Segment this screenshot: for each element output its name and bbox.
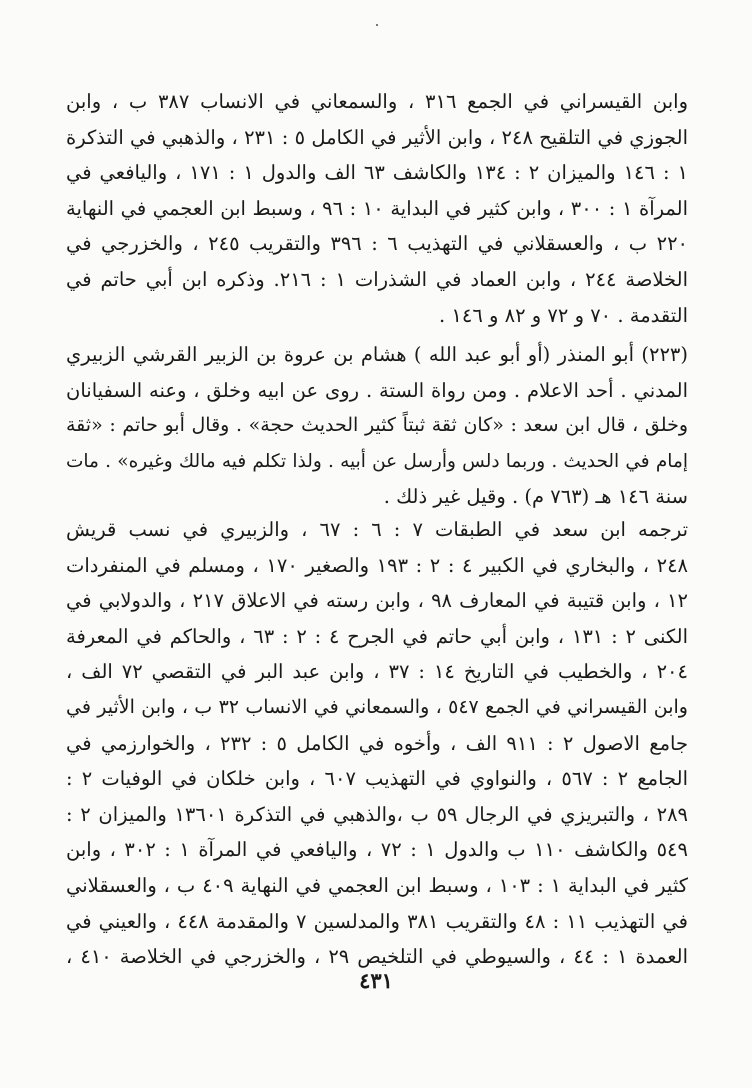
paragraph-references-2 <box>66 512 688 975</box>
text-line: ٢٨٩ ، والتبريزي في الرجال ٥٩ ب ،والذهبي في التذكرة ١٣٦٠١ والميزان ٢ : <box>66 802 688 826</box>
text-line: ٢٢٠ ب ، والعسقلاني في التهذيب ٦ : ٣٩٦ والتقريب ٢٤٥ ، والخزرجي في <box>66 232 688 256</box>
text-line: في التهذيب ١١ : ٤٨ والتقريب ٣٨١ والمدلسين ٧ والمقدمة ٤٤٨ ، والعيني في <box>66 909 688 933</box>
paragraph-references-1 <box>66 84 688 333</box>
text-line: المرآة ١ : ٣٠٠ ، وابن كثير في البداية ١٠ : ٩٦ ، وسبط ابن العجمي في النهاية <box>66 196 688 220</box>
text-line: ١٢ ، وابن قتيبة في المعارف ٩٨ ، وابن رسته في الاعلاق ٢١٧ ، والدولابي في <box>66 589 688 613</box>
text-line: جامع الاصول ٢ : ٩١١ الف ، وأخوه في الكامل ٥ : ٢٣٢ ، والخوارزمي في <box>66 731 688 755</box>
text-line: الجامع ٢ : ٥٦٧ ، والنواوي في التهذيب ٦٠٧ ، وابن خلكان في الوفيات ٢ : <box>66 767 688 791</box>
text-line: المدني . أحد الاعلام . ومن رواة الستة . روى عن ابيه وخلق ، وعنه السفيانان <box>66 378 688 402</box>
text-line: سنة ١٤٦ هـ (٧٦٣ م) . وقيل غير ذلك . <box>383 485 688 509</box>
page-number: ٤٣١ <box>359 968 393 993</box>
scan-dot <box>376 24 378 26</box>
text-line: ٢٠٤ ، والخطيب في التاريخ ١٤ : ٣٧ ، وابن عبد البر في التقصي ٧٢ الف ، <box>66 660 688 684</box>
text-line: الخلاصة ٢٤٤ ، وابن العماد في الشذرات ١ : ٢١٦. وذكره ابن أبي حاتم في <box>66 267 688 291</box>
text-line: وخلق ، قال ابن سعد : «كان ثقة ثبتاً كثير الحديث حجة» . وقال أبو حاتم : «ثقة <box>66 414 688 437</box>
text-line: وابن القيسراني في الجمع ٣١٦ ، والسمعاني في الانساب ٣٨٧ ب ، وابن <box>66 90 688 113</box>
text-line: الجوزي في التلقيح ٢٤٨ ، وابن الأثير في الكامل ٥ : ٢٣١ ، والذهبي في التذكرة <box>66 125 688 149</box>
text-line: ٢٤٨ ، والبخاري في الكبير ٤ : ٢ : ١٩٣ والصغير ١٧٠ ، ومسلم في المنفردات <box>66 553 688 577</box>
text-line: التقدمة . ٧٠ و ٧٢ و ٨٢ و ١٤٦ . <box>438 303 688 327</box>
text-line: وابن القيسراني في الجمع ٥٤٧ ، والسمعاني في الانساب ٣٢ ب ، وابن الأثير في <box>66 695 688 718</box>
text-line: كثير في البداية ١ : ١٠٣ ، وسبط ابن العجمي في النهاية ٤٠٩ ب ، والعسقلاني <box>66 873 688 897</box>
text-line: ١ : ١٤٦ والميزان ٢ : ١٣٤ والكاشف ٦٣ الف والدول ١ : ١٧١ ، واليافعي في <box>66 161 688 185</box>
paragraph-biography-223 <box>66 337 688 515</box>
text-line: ٥٤٩ والكاشف ١١٠ ب والدول ١ : ٧٢ ، واليافعي في المرآة ١ : ٣٠٢ ، وابن <box>66 838 688 862</box>
text-line: العمدة ١ : ٤٤ ، والسيوطي في التلخيص ٢٩ ، والخزرجي في الخلاصة ٤١٠ ، <box>66 945 688 969</box>
text-line: الكنى ٢ : ١٣١ ، وابن أبي حاتم في الجرح ٤ : ٢ : ٦٣ ، والحاكم في المعرفة <box>66 624 688 648</box>
text-line: (٢٢٣) أبو المنذر (أو أبو عبد الله ) هشام بن عروة بن الزبير القرشي الزبيري <box>66 343 688 366</box>
text-line: إمام في الحديث . وربما دلس وأرسل عن أبيه . ولذا تكلم فيه مالك وغيره» . مات <box>66 450 688 472</box>
text-line: ترجمه ابن سعد في الطبقات ٧ : ٦ : ٦٧ ، والزبيري في نسب قريش <box>66 518 688 541</box>
